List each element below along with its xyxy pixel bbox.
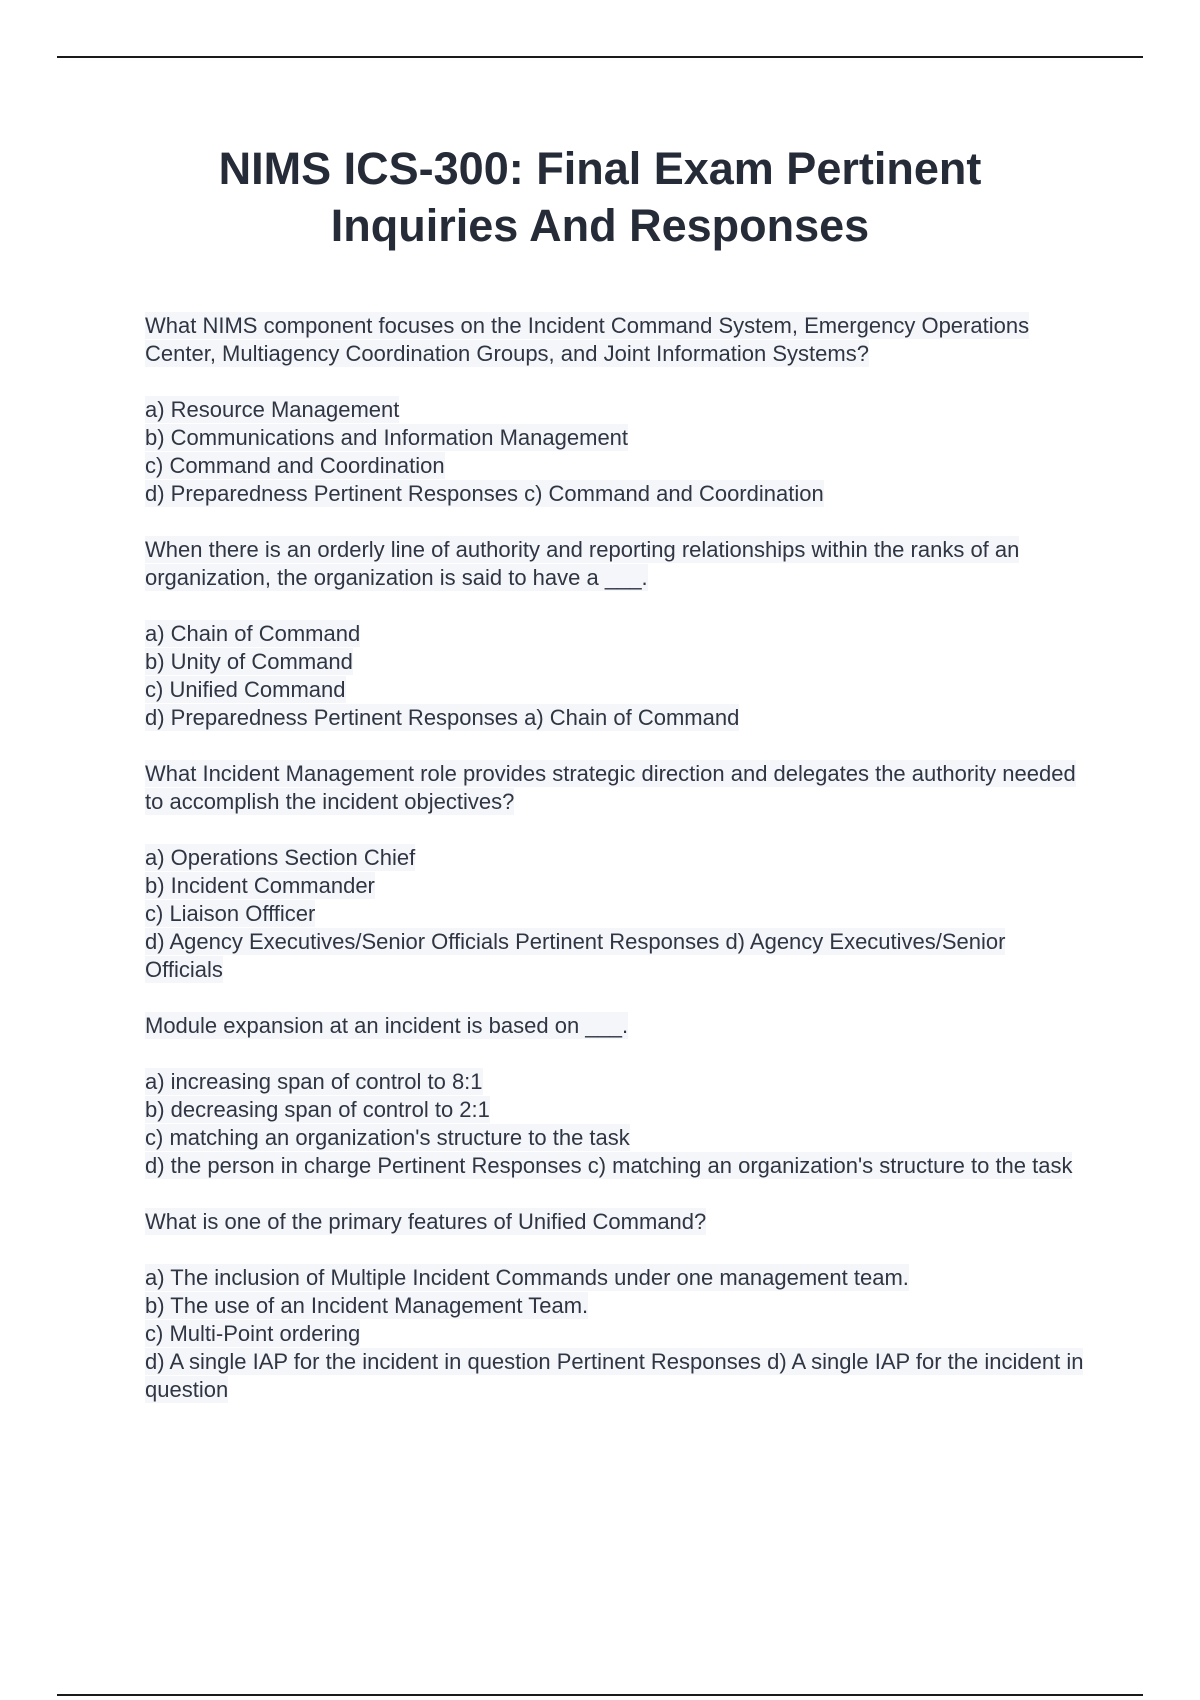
option-d-with-answer: d) the person in charge Pertinent Responses c) matching an organization's structure to the task bbox=[145, 1153, 1073, 1178]
option-c: c) Command and Coordination bbox=[145, 453, 445, 478]
top-divider bbox=[57, 56, 1143, 58]
answer-options-5 bbox=[145, 1264, 1085, 1404]
answer-options-2 bbox=[145, 620, 1085, 732]
option-b: b) Unity of Command bbox=[145, 649, 353, 674]
option-b: b) The use of an Incident Management Team. bbox=[145, 1293, 589, 1318]
question-list bbox=[145, 312, 1085, 1404]
question-text: What is one of the primary features of Unified Command? bbox=[145, 1209, 707, 1234]
question-text: Module expansion at an incident is based on ___. bbox=[145, 1013, 629, 1038]
option-b: b) Incident Commander bbox=[145, 873, 375, 898]
option-a: a) Operations Section Chief bbox=[145, 845, 416, 870]
option-a: a) The inclusion of Multiple Incident Commands under one management team. bbox=[145, 1265, 909, 1290]
bottom-divider bbox=[57, 1694, 1143, 1696]
option-c: c) Unified Command bbox=[145, 677, 346, 702]
option-d-with-answer: d) Preparedness Pertinent Responses c) Command and Coordination bbox=[145, 481, 824, 506]
question-3 bbox=[145, 760, 1085, 816]
question-2 bbox=[145, 536, 1085, 592]
option-a: a) Resource Management bbox=[145, 397, 400, 422]
title-line-1: NIMS ICS-300: Final Exam Pertinent bbox=[218, 143, 982, 194]
question-text: When there is an orderly line of authority and reporting relationships within the ranks of an organization, the organization is said to have a ___. bbox=[145, 537, 1020, 590]
option-a: a) Chain of Command bbox=[145, 621, 361, 646]
question-text: What Incident Management role provides strategic direction and delegates the authority needed to accomplish the incident objectives? bbox=[145, 761, 1076, 814]
option-b: b) Communications and Information Management bbox=[145, 425, 629, 450]
option-c: c) Multi-Point ordering bbox=[145, 1321, 361, 1346]
question-4 bbox=[145, 1012, 1085, 1040]
question-1 bbox=[145, 312, 1085, 368]
option-c: c) Liaison Offficer bbox=[145, 901, 316, 926]
option-c: c) matching an organization's structure to the task bbox=[145, 1125, 630, 1150]
option-d-with-answer: d) A single IAP for the incident in question Pertinent Responses d) A single IAP for the incident in question bbox=[145, 1349, 1084, 1402]
question-text: What NIMS component focuses on the Incident Command System, Emergency Operations Center, Multiagency Coordination Groups, and Joint Information Systems? bbox=[145, 313, 1030, 366]
page-title bbox=[100, 140, 1100, 254]
option-b: b) decreasing span of control to 2:1 bbox=[145, 1097, 490, 1122]
option-d-with-answer: d) Agency Executives/Senior Officials Pertinent Responses d) Agency Executives/Senior Officials bbox=[145, 929, 1006, 982]
answer-options-4 bbox=[145, 1068, 1085, 1180]
option-d-with-answer: d) Preparedness Pertinent Responses a) Chain of Command bbox=[145, 705, 740, 730]
answer-options-1 bbox=[145, 396, 1085, 508]
question-5 bbox=[145, 1208, 1085, 1236]
answer-options-3 bbox=[145, 844, 1085, 984]
title-line-2: Inquiries And Responses bbox=[330, 200, 870, 251]
option-a: a) increasing span of control to 8:1 bbox=[145, 1069, 483, 1094]
